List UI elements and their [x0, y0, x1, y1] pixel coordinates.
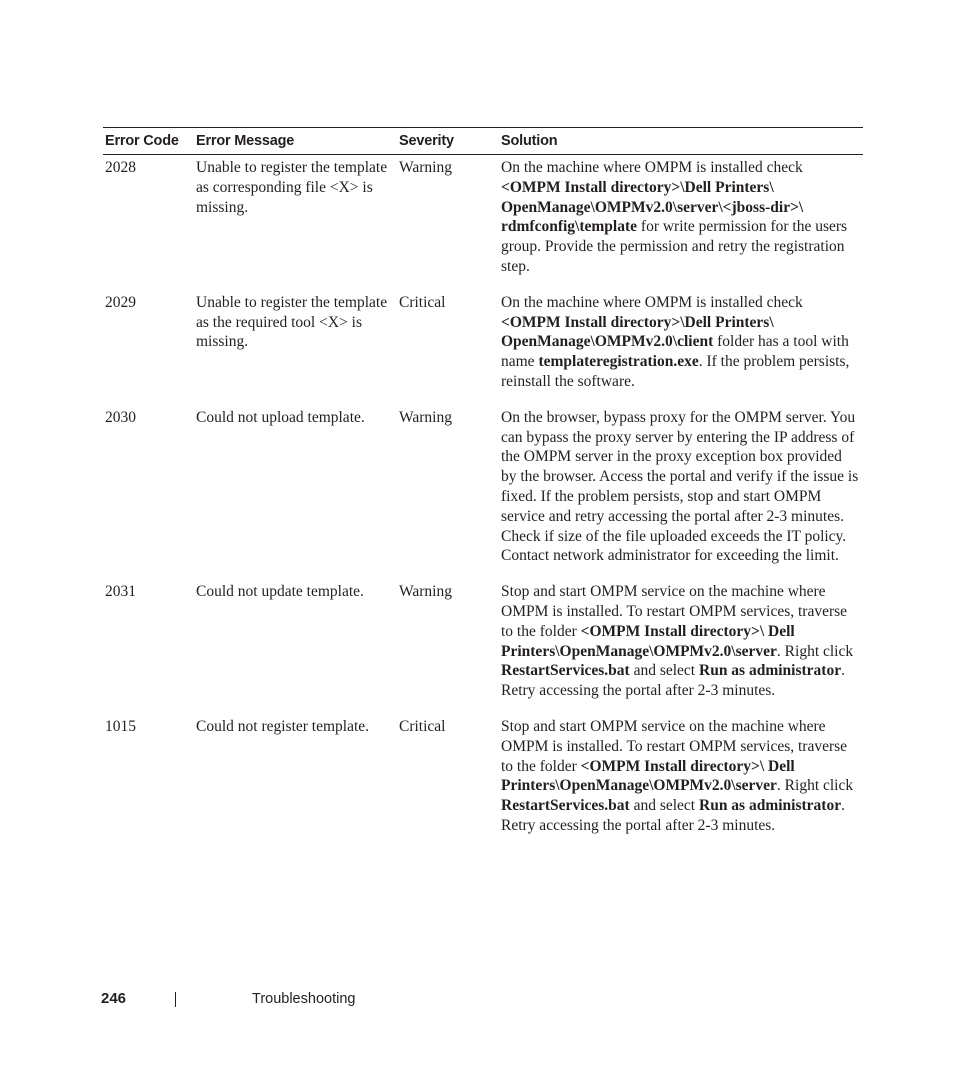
- solution-bold-text: <OMPM Install directory>\ Dell Printers\OpenManage\OMPMv2.0\server: [501, 622, 795, 660]
- error-code-cell: 2029: [105, 293, 136, 311]
- solution-text: and select: [629, 797, 699, 815]
- solution-bold-text: templateregistration.exe: [538, 353, 699, 371]
- solution-text: . Retry accessing the portal after 2-3 minutes.: [501, 797, 845, 834]
- solution-bold-text: <OMPM Install directory>\Dell Printers\ OpenManage\OMPMv2.0\client: [501, 313, 774, 351]
- error-message-cell: Could not upload template.: [196, 408, 365, 426]
- solution-bold-text: Run as administrator: [699, 797, 842, 815]
- error-message-cell: Could not register template.: [196, 717, 370, 735]
- solution-cell: [499, 283, 863, 398]
- error-code-cell: 1015: [105, 717, 136, 735]
- solution-cell: [499, 707, 863, 842]
- table-row: [103, 155, 863, 283]
- footer-divider: [175, 992, 176, 1007]
- solution-text: . Right click: [776, 642, 854, 660]
- error-code-cell: 2028: [105, 159, 136, 176]
- table-header-row: [103, 128, 863, 155]
- error-code-cell: 2030: [105, 408, 136, 426]
- solution-text: for write permission for the users group. Provide the permission and retry the registration step.: [501, 218, 848, 275]
- table-body: [103, 155, 863, 842]
- error-code-cell: 2031: [105, 583, 136, 601]
- severity-cell: Critical: [399, 293, 446, 311]
- error-code-table: [103, 127, 863, 842]
- page-number: 246: [101, 990, 127, 1007]
- solution-cell: [499, 572, 863, 707]
- solution-text: On the machine where OMPM is installed check: [501, 159, 803, 176]
- table-row: [103, 283, 863, 398]
- header-error-code: Error Code: [103, 128, 194, 155]
- solution-bold-text: <OMPM Install directory>\Dell Printers\ OpenManage\OMPMv2.0\server\<jboss-dir>\ rdmfconfig\template: [501, 178, 804, 236]
- solution-bold-text: <OMPM Install directory>\ Dell Printers\OpenManage\OMPMv2.0\server: [501, 757, 795, 795]
- header-severity: Severity: [397, 128, 499, 155]
- table-header: [103, 128, 863, 155]
- footer-section-name: Troubleshooting: [252, 991, 356, 1007]
- solution-text: . Right click: [776, 777, 854, 795]
- solution-text: . If the problem persists, reinstall the software.: [501, 353, 850, 390]
- solution-cell: [499, 398, 863, 572]
- solution-bold-text: RestartServices.bat: [501, 662, 630, 680]
- solution-text: On the browser, bypass proxy for the OMPM server. You can bypass the proxy server by entering the IP address of the OMPM server in the proxy exception box provided by the browser. Access the portal and verify if the issue is fixed. If the problem persists, stop and start OMPM service and retry accessing the portal after 2-3 minutes. Check if size of the file uploaded exceeds the IT policy. Contact network administrator for exceeding the limit.: [501, 408, 859, 565]
- solution-text: . Retry accessing the portal after 2-3 minutes.: [501, 662, 845, 700]
- error-message-cell: Unable to register the template as corresponding file <X> is missing.: [196, 159, 388, 216]
- solution-bold-text: Run as administrator: [699, 662, 842, 680]
- table-row: [103, 572, 863, 707]
- severity-cell: Warning: [399, 408, 452, 426]
- solution-text: folder has a tool with name: [501, 333, 849, 371]
- error-table-container: [103, 127, 863, 842]
- solution-text: Stop and start OMPM service on the machine where OMPM is installed. To restart OMPM services, traverse to the folder: [501, 717, 848, 775]
- severity-cell: Warning: [399, 583, 452, 601]
- solution-cell: [499, 155, 863, 283]
- solution-text: Stop and start OMPM service on the machine where OMPM is installed. To restart OMPM services, traverse to the folder: [501, 583, 848, 640]
- error-message-cell: Unable to register the template as the required tool <X> is missing.: [196, 293, 388, 351]
- solution-text: On the machine where OMPM is installed check: [501, 293, 803, 311]
- table-row: [103, 398, 863, 572]
- solution-text: and select: [629, 662, 699, 680]
- error-message-cell: Could not update template.: [196, 583, 364, 601]
- severity-cell: Critical: [399, 717, 446, 735]
- table-row: [103, 707, 863, 842]
- severity-cell: Warning: [399, 159, 452, 176]
- header-error-message: Error Message: [194, 128, 397, 155]
- header-solution: Solution: [499, 128, 863, 155]
- solution-bold-text: RestartServices.bat: [501, 797, 630, 815]
